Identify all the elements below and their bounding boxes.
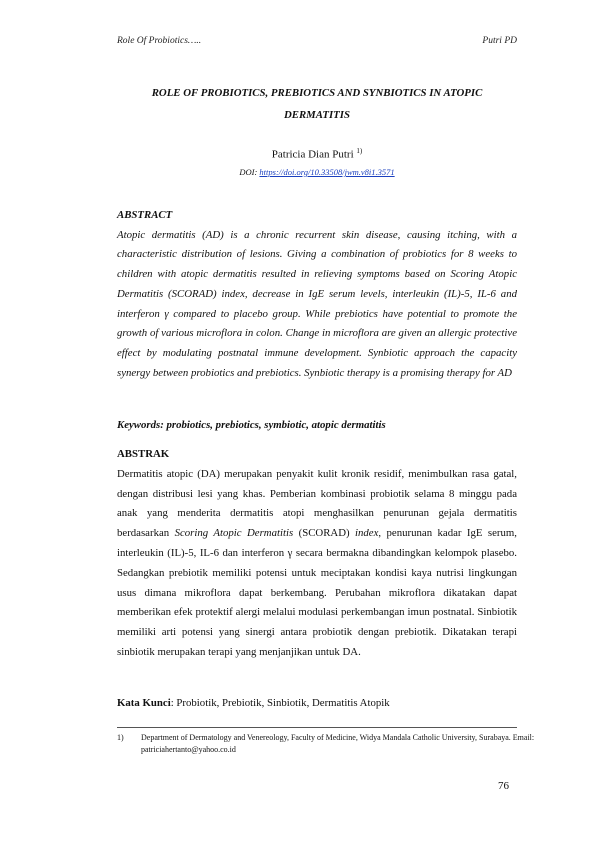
kata-kunci-label: Kata Kunci xyxy=(117,697,171,709)
abstract-english xyxy=(117,206,517,383)
keywords-english: Keywords: probiotics, prebiotics, symbiotic, atopic dermatitis xyxy=(117,419,386,431)
author-name: Patricia Dian Putri xyxy=(271,148,354,161)
article-title-line-2: DERMATITIS xyxy=(283,109,350,121)
page-number: 76 xyxy=(498,780,509,792)
abstract-heading: ABSTRACT xyxy=(117,209,173,221)
footnote-text: Department of Dermatology and Venereology, Faculty of Medicine, Widya Mandala Catholic University, Surabaya. Email: patriciahertanto@yahoo.co.id xyxy=(141,733,535,754)
running-header-author: Putri PD xyxy=(482,36,517,46)
running-header-title: Role Of Probiotics….. xyxy=(117,36,202,46)
keywords-indonesian xyxy=(117,697,517,709)
footnote-affiliation xyxy=(117,732,536,756)
doi-link[interactable]: https://doi.org/10.33508/jwm.v8i1.3571 xyxy=(259,167,395,177)
abstract-body: Atopic dermatitis (AD) is a chronic recurrent skin disease, causing itching, with a characteristic distribution of lesions. Giving a combination of probiotics for 8 weeks to children with atopic dermatitis resulted in relieving symptoms based on Scoring Atopic Dermatitis (SCORAD) index, decrease in IgE serum levels, interleukin (IL)-5, IL-6 and interferon γ compared to placebo group. While prebiotics have potential to promote the growth of various microflora in colon. Change in microflora are given an allergic protective effect by modulating postnatal immune development. Synbiotic approach the capacity synergy between probiotics and prebiotics. Synbiotic therapy is a promising therapy for AD xyxy=(117,228,517,379)
abstract-indonesian xyxy=(117,445,517,663)
author-line xyxy=(117,147,517,161)
doi-label: DOI: xyxy=(239,167,258,177)
affiliation-mark: 1) xyxy=(356,147,363,155)
doi-line xyxy=(117,167,517,177)
abstrak-heading: ABSTRAK xyxy=(117,448,170,460)
article-title-line-1: ROLE OF PROBIOTICS, PREBIOTICS AND SYNBIOTICS IN ATOPIC xyxy=(151,87,483,99)
footnote-number: 1) xyxy=(117,733,124,742)
footnote-divider xyxy=(117,727,517,728)
abstrak-body: Dermatitis atopic (DA) merupakan penyakit kulit kronik residif, menimbulkan rasa gatal, dengan distribusi lesi yang khas. Pemberian kombinasi probiotik selama 8 minggu pada anak yang menderita dermatitis atopi menghasilkan penurunan gejala dermatitis berdasarkan Scoring Atopic Dermatitis (SCORAD) index, penurunan kadar IgE serum, interleukin (IL)-5, IL-6 dan interferon γ secara bermakna dibandingkan kelompok plasebo. Sedangkan prebiotik memiliki potensi untuk meciptakan kondisi kaya nutrisi lingkungan usus dimana mikroflora dapat berkembang. Perubahan mikroflora dikatakan dapat memberikan efek protektif alergi melalui modulasi perkembangan imun postnatal. Sinbiotik memiliki arti potensi yang sinergi antara probiotik dengan prebiotik. Dikatakan terapi sinbiotik merupakan terapi yang menjanjikan untuk DA. xyxy=(117,467,517,658)
article-title xyxy=(117,82,517,126)
kata-kunci-values: : Probiotik, Prebiotik, Sinbiotik, Dermatitis Atopik xyxy=(170,697,390,709)
